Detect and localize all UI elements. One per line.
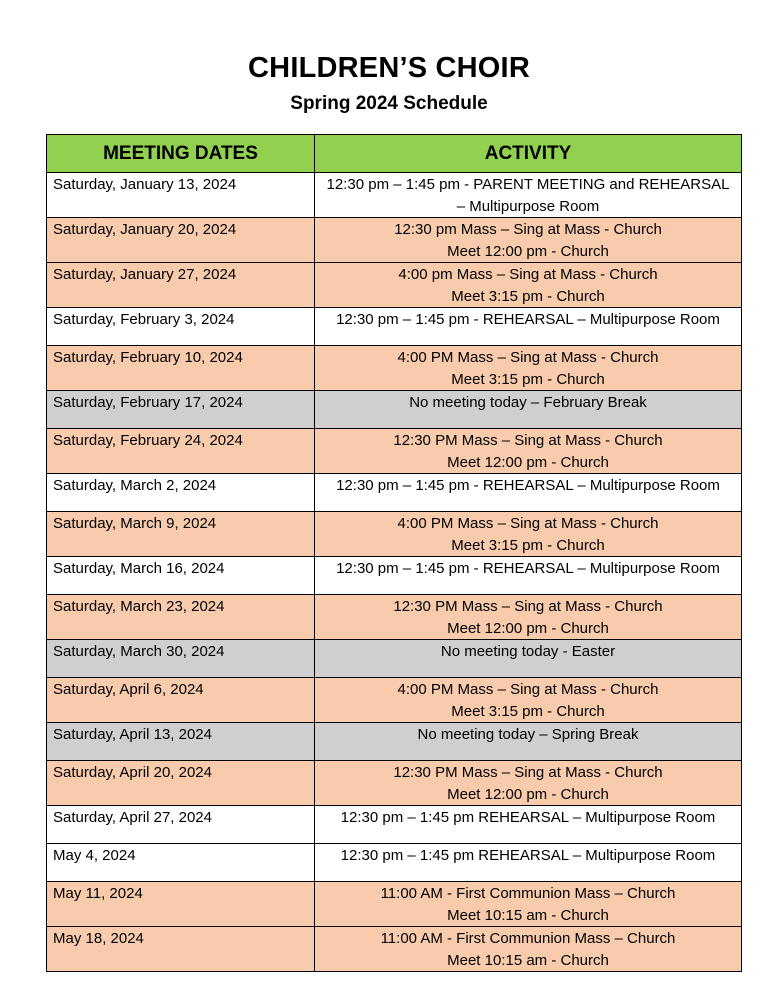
table-row: [47, 218, 742, 263]
table-row: [47, 723, 742, 761]
table-row: [47, 512, 742, 557]
activity-cell: [315, 844, 742, 882]
meeting-date-cell: Saturday, March 23, 2024: [47, 595, 315, 640]
activity-line: Meet 12:00 pm - Church: [447, 785, 609, 803]
activity-line: 4:00 pm Mass – Sing at Mass - Church: [398, 266, 658, 283]
meeting-date-cell: Saturday, April 20, 2024: [47, 761, 315, 806]
activity-line: 11:00 AM - First Communion Mass – Church: [380, 885, 676, 902]
activity-cell: [315, 678, 742, 723]
activity-cell: [315, 173, 742, 218]
activity-line: Meet 3:15 pm - Church: [451, 370, 605, 388]
table-row: [47, 806, 742, 844]
activity-line: 12:30 pm – 1:45 pm - REHEARSAL – Multipurpose Room: [336, 477, 720, 494]
activity-line: – Multipurpose Room: [456, 197, 600, 215]
activity-line: 4:00 PM Mass – Sing at Mass - Church: [397, 515, 659, 532]
activity-cell: [315, 218, 742, 263]
table-header-row: [47, 135, 742, 173]
activity-line: No meeting today - Easter: [440, 643, 616, 660]
activity-line: 12:30 pm – 1:45 pm REHEARSAL – Multipurpose Room: [340, 847, 716, 864]
activity-line: Meet 3:15 pm - Church: [451, 536, 605, 554]
meeting-date-cell: Saturday, March 16, 2024: [47, 557, 315, 595]
table-row: [47, 927, 742, 972]
schedule-rows: [47, 173, 742, 972]
activity-line: 11:00 AM - First Communion Mass – Church: [380, 930, 676, 947]
table-row: [47, 429, 742, 474]
meeting-date-cell: Saturday, March 9, 2024: [47, 512, 315, 557]
table-row: [47, 391, 742, 429]
activity-line: Meet 3:15 pm - Church: [451, 287, 605, 305]
activity-cell: [315, 429, 742, 474]
activity-line: 4:00 PM Mass – Sing at Mass - Church: [397, 349, 659, 366]
activity-cell: [315, 346, 742, 391]
activity-line: 12:30 pm – 1:45 pm REHEARSAL – Multipurpose Room: [340, 809, 716, 826]
table-row: [47, 346, 742, 391]
meeting-date-cell: May 18, 2024: [47, 927, 315, 972]
meeting-date-cell: Saturday, April 13, 2024: [47, 723, 315, 761]
activity-cell: [315, 882, 742, 927]
activity-cell: [315, 308, 742, 346]
activity-line: 12:30 PM Mass – Sing at Mass - Church: [393, 432, 663, 449]
activity-cell: [315, 761, 742, 806]
meeting-date-cell: Saturday, March 2, 2024: [47, 474, 315, 512]
activity-line: 12:30 pm – 1:45 pm - REHEARSAL – Multipurpose Room: [336, 311, 720, 328]
meeting-date-cell: May 11, 2024: [47, 882, 315, 927]
header-activity: ACTIVITY: [315, 135, 742, 173]
activity-cell: [315, 927, 742, 972]
page-title: CHILDREN’S CHOIR: [248, 52, 530, 84]
meeting-date-cell: May 4, 2024: [47, 844, 315, 882]
meeting-date-cell: Saturday, February 24, 2024: [47, 429, 315, 474]
activity-line: 4:00 PM Mass – Sing at Mass - Church: [397, 681, 659, 698]
meeting-date-cell: Saturday, February 3, 2024: [47, 308, 315, 346]
activity-line: 12:30 PM Mass – Sing at Mass - Church: [393, 764, 663, 781]
activity-line: 12:30 PM Mass – Sing at Mass - Church: [393, 598, 663, 615]
activity-line: Meet 12:00 pm - Church: [447, 453, 609, 471]
table-row: [47, 263, 742, 308]
meeting-date-cell: Saturday, April 27, 2024: [47, 806, 315, 844]
page-subtitle: Spring 2024 Schedule: [290, 93, 488, 114]
table-row: [47, 844, 742, 882]
table-row: [47, 882, 742, 927]
meeting-date-cell: Saturday, April 6, 2024: [47, 678, 315, 723]
meeting-date-cell: Saturday, February 17, 2024: [47, 391, 315, 429]
table-row: [47, 595, 742, 640]
activity-line: 12:30 pm – 1:45 pm - PARENT MEETING and REHEARSAL: [326, 176, 730, 193]
table-row: [47, 173, 742, 218]
activity-line: Meet 10:15 am - Church: [447, 951, 609, 969]
activity-line: No meeting today – February Break: [409, 394, 647, 411]
meeting-date-cell: Saturday, February 10, 2024: [47, 346, 315, 391]
activity-line: No meeting today – Spring Break: [417, 726, 639, 743]
activity-cell: [315, 512, 742, 557]
activity-cell: [315, 474, 742, 512]
table-row: [47, 761, 742, 806]
activity-cell: [315, 391, 742, 429]
table-row: [47, 640, 742, 678]
activity-line: Meet 3:15 pm - Church: [451, 702, 605, 720]
meeting-date-cell: Saturday, January 20, 2024: [47, 218, 315, 263]
table-row: [47, 557, 742, 595]
table-row: [47, 308, 742, 346]
meeting-date-cell: Saturday, January 13, 2024: [47, 173, 315, 218]
meeting-date-cell: Saturday, March 30, 2024: [47, 640, 315, 678]
activity-line: 12:30 pm – 1:45 pm - REHEARSAL – Multipurpose Room: [336, 560, 720, 577]
table-row: [47, 474, 742, 512]
activity-cell: [315, 806, 742, 844]
activity-cell: [315, 263, 742, 308]
schedule-table: [46, 134, 742, 972]
header-meeting-dates: MEETING DATES: [47, 135, 315, 173]
meeting-date-cell: Saturday, January 27, 2024: [47, 263, 315, 308]
activity-line: 12:30 pm Mass – Sing at Mass - Church: [394, 221, 662, 238]
activity-line: Meet 12:00 pm - Church: [447, 619, 609, 637]
table-row: [47, 678, 742, 723]
activity-cell: [315, 557, 742, 595]
activity-line: Meet 12:00 pm - Church: [447, 242, 609, 260]
activity-cell: [315, 640, 742, 678]
activity-cell: [315, 723, 742, 761]
activity-cell: [315, 595, 742, 640]
activity-line: Meet 10:15 am - Church: [447, 906, 609, 924]
